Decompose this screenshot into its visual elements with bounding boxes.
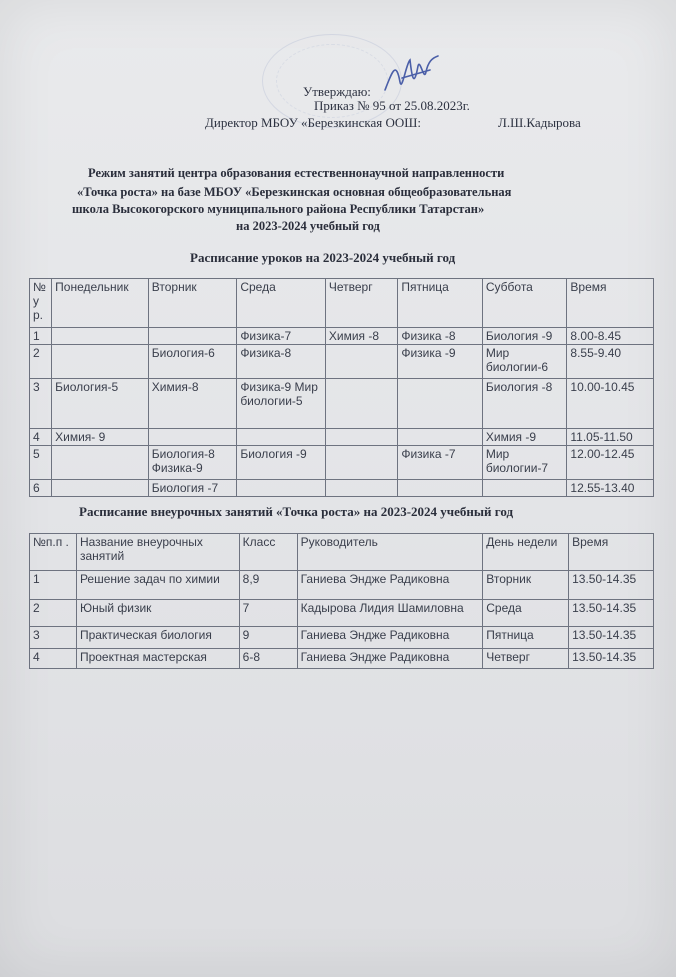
extra-cell: Ганиева Эндже Радиковна	[297, 571, 483, 600]
schedule-cell: 8.00-8.45	[567, 328, 654, 345]
extra-cell: 7	[239, 600, 297, 627]
schedule-cell: Физика -7	[398, 446, 483, 480]
schedule-header-cell: Понедельник	[52, 279, 149, 328]
schedule-cell: Химия- 9	[52, 429, 149, 446]
schedule-cell: Биология-5	[52, 379, 149, 429]
extra-row	[30, 627, 654, 649]
schedule-cell	[237, 480, 326, 497]
schedule-cell: Мир биологии-6	[482, 345, 567, 379]
extra-cell: Проектная мастерская	[76, 649, 239, 669]
schedule-cell: Химия -9	[482, 429, 567, 446]
director-name: Л.Ш.Кадырова	[498, 115, 581, 130]
schedule-header-cell: Суббота	[482, 279, 567, 328]
title-line-4: на 2023-2024 учебный год	[236, 219, 380, 233]
schedule-cell: 12.55-13.40	[567, 480, 654, 497]
schedule-row	[30, 328, 654, 345]
schedule-cell: Мир биологии-7	[482, 446, 567, 480]
schedule-cell	[398, 379, 483, 429]
extra-row	[30, 600, 654, 627]
schedule-cell: Биология -9	[237, 446, 326, 480]
schedule-cell: Биология -7	[148, 480, 237, 497]
extra-header-cell: Руководитель	[297, 534, 483, 571]
schedule-header-cell: Четверг	[325, 279, 397, 328]
schedule-cell	[325, 379, 397, 429]
extracurricular-heading: Расписание внеурочных занятий «Точка роста» на 2023-2024 учебный год	[79, 504, 514, 519]
extra-header-cell: Время	[569, 534, 654, 571]
schedule-cell: Химия -8	[325, 328, 397, 345]
schedule-cell: Физика-8	[237, 345, 326, 379]
extra-cell: Юный физик	[76, 600, 239, 627]
title-line-2: «Точка роста» на базе МБОУ «Березкинская основная общеобразовательная	[77, 185, 512, 199]
schedule-cell: 4	[30, 429, 52, 446]
schedule-header-cell: Пятница	[398, 279, 483, 328]
extra-header-cell: День недели	[483, 534, 569, 571]
extra-cell: Кадырова Лидия Шамиловна	[297, 600, 483, 627]
extra-cell: Четверг	[483, 649, 569, 669]
approval-line-1: Утверждаю:	[303, 84, 371, 99]
schedule-header-cell: Время	[567, 279, 654, 328]
schedule-cell	[148, 328, 237, 345]
schedule-cell: Биология -9	[482, 328, 567, 345]
extra-cell: 13.50-14.35	[569, 627, 654, 649]
extra-cell: 6-8	[239, 649, 297, 669]
schedule-cell: Химия-8	[148, 379, 237, 429]
extra-cell: Решение задач по химии	[76, 571, 239, 600]
schedule-cell: 2	[30, 345, 52, 379]
schedule-cell: Физика-7	[237, 328, 326, 345]
schedule-row	[30, 429, 654, 446]
schedule-cell: Биология-6	[148, 345, 237, 379]
approval-line-3: Директор МБОУ «Березкинская ООШ:	[205, 115, 421, 130]
schedule-header-cell: Среда	[237, 279, 326, 328]
schedule-cell: 11.05-11.50	[567, 429, 654, 446]
schedule-cell	[398, 480, 483, 497]
schedule-row	[30, 345, 654, 379]
schedule-cell: Биология -8	[482, 379, 567, 429]
approval-line-2: Приказ № 95 от 25.08.2023г.	[314, 98, 470, 113]
extra-row	[30, 649, 654, 669]
schedule-cell	[52, 480, 149, 497]
schedule-cell: Физика -8	[398, 328, 483, 345]
schedule-cell	[398, 429, 483, 446]
schedule-header-row	[30, 279, 654, 328]
schedule-cell: 5	[30, 446, 52, 480]
extra-cell: Среда	[483, 600, 569, 627]
extra-cell: Вторник	[483, 571, 569, 600]
schedule-cell	[52, 345, 149, 379]
schedule-cell: Биология-8 Физика-9	[148, 446, 237, 480]
extra-cell: 4	[30, 649, 77, 669]
schedule-cell	[325, 446, 397, 480]
schedule-row	[30, 480, 654, 497]
title-line-1: Режим занятий центра образования естественнонаучной направленности	[88, 166, 505, 180]
schedule-header-cell: № у р.	[30, 279, 52, 328]
extra-cell: 1	[30, 571, 77, 600]
director-signature	[380, 52, 450, 102]
schedule-cell	[52, 328, 149, 345]
schedule-cell	[325, 480, 397, 497]
title-line-3: школа Высокогорского муниципального района Республики Татарстан»	[72, 202, 485, 216]
extra-header-cell: Класс	[239, 534, 297, 571]
extra-cell: 13.50-14.35	[569, 649, 654, 669]
extra-row	[30, 571, 654, 600]
extracurricular-table	[29, 533, 654, 669]
schedule-cell	[482, 480, 567, 497]
schedule-cell	[325, 345, 397, 379]
schedule-heading: Расписание уроков на 2023-2024 учебный год	[190, 250, 456, 265]
schedule-cell: Физика-9 Мир биологии-5	[237, 379, 326, 429]
schedule-cell: 1	[30, 328, 52, 345]
schedule-cell: 10.00-10.45	[567, 379, 654, 429]
extra-cell: 3	[30, 627, 77, 649]
schedule-cell: 8.55-9.40	[567, 345, 654, 379]
schedule-cell: Физика -9	[398, 345, 483, 379]
schedule-cell	[325, 429, 397, 446]
schedule-cell	[148, 429, 237, 446]
schedule-cell	[237, 429, 326, 446]
schedule-header-cell: Вторник	[148, 279, 237, 328]
extra-header-cell: Название внеурочных занятий	[76, 534, 239, 571]
schedule-row	[30, 446, 654, 480]
extra-cell: 13.50-14.35	[569, 600, 654, 627]
extra-cell: 13.50-14.35	[569, 571, 654, 600]
schedule-cell: 12.00-12.45	[567, 446, 654, 480]
schedule-cell: 3	[30, 379, 52, 429]
schedule-cell	[52, 446, 149, 480]
extra-cell: 9	[239, 627, 297, 649]
extra-cell: Ганиева Эндже Радиковна	[297, 649, 483, 669]
extra-cell: 8,9	[239, 571, 297, 600]
extra-cell: 2	[30, 600, 77, 627]
extra-cell: Ганиева Эндже Радиковна	[297, 627, 483, 649]
extra-cell: Практическая биология	[76, 627, 239, 649]
schedule-cell: 6	[30, 480, 52, 497]
lessons-schedule-table	[29, 278, 654, 497]
extra-header-row	[30, 534, 654, 571]
extra-cell: Пятница	[483, 627, 569, 649]
schedule-row	[30, 379, 654, 429]
extra-header-cell: №п.п .	[30, 534, 77, 571]
